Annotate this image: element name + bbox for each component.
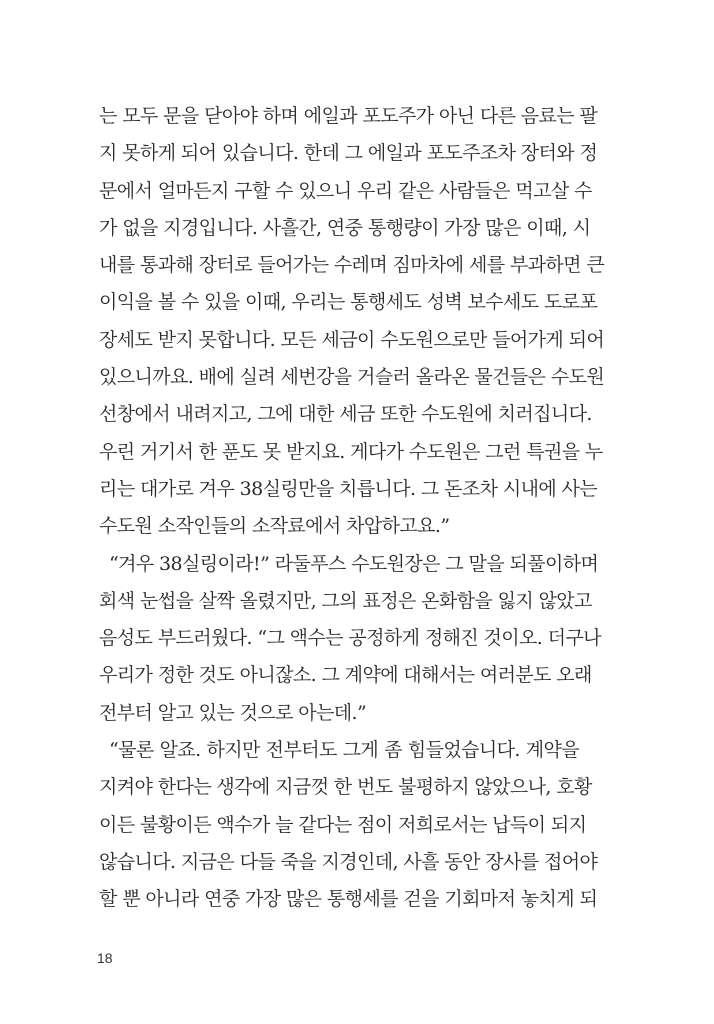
text-line: 할 뿐 아니라 연중 가장 많은 통행세를 걷을 기회마저 놓치게 되	[99, 888, 598, 911]
text-line: 회색 눈썹을 살짝 올렸지만, 그의 표정은 온화함을 잃지 않았고	[99, 589, 592, 612]
text-line: 선창에서 내려지고, 그에 대한 세금 또한 수도원에 치러집니다.	[99, 403, 592, 426]
text-line: 수도원 소작인들의 소작료에서 차압하고요.”	[99, 515, 450, 538]
body-text	[99, 98, 605, 919]
text-line: 않습니다. 지금은 다들 죽을 지경인데, 사흘 동안 장사를 접어야	[99, 850, 598, 873]
text-line: 우리가 정한 것도 아니잖소. 그 계약에 대해서는 여러분도 오래	[99, 664, 592, 687]
text-line: 음성도 부드러웠다. “그 액수는 공정하게 정해진 것이오. 더구나	[99, 627, 601, 650]
text-line: 전부터 알고 있는 것으로 아는데.”	[99, 701, 367, 724]
text-line: 문에서 얼마든지 구할 수 있으니 우리 같은 사람들은 먹고살 수	[99, 179, 592, 202]
text-line: 지켜야 한다는 생각에 지금껏 한 번도 불평하지 않았으나, 호황	[99, 776, 592, 799]
text-line: 리는 대가로 겨우 38실링만을 치릅니다. 그 돈조차 시내에 사는	[99, 477, 598, 500]
text-line: 이든 불황이든 액수가 늘 같다는 점이 저희로서는 납득이 되지	[99, 813, 587, 836]
page-number: 18	[97, 950, 113, 966]
text-line: 있으니까요. 배에 실려 세번강을 거슬러 올라온 물건들은 수도원	[99, 366, 605, 389]
text-line: 는 모두 문을 닫아야 하며 에일과 포도주가 아닌 다른 음료는 팔	[99, 105, 598, 127]
text-line: 가 없을 지경입니다. 사흘간, 연중 통행량이 가장 많은 이때, 시	[99, 216, 591, 239]
text-line: 내를 통과해 장터로 들어가는 수레며 짐마차에 세를 부과하면 큰	[99, 254, 605, 277]
text-line: 이익을 볼 수 있을 이때, 우리는 통행세도 성벽 보수세도 도로포	[99, 291, 598, 314]
text-line: 지 못하게 되어 있습니다. 한데 그 에일과 포도주조차 장터와 정	[99, 142, 598, 165]
text-line: “물론 알죠. 하지만 전부터도 그게 좀 힘들었습니다. 계약을	[109, 739, 579, 762]
text-line: 우린 거기서 한 푼도 못 받지요. 게다가 수도원은 그런 특권을 누	[99, 440, 603, 463]
text-line: 장세도 받지 못합니다. 모든 세금이 수도원으로만 들어가게 되어	[99, 328, 605, 351]
text-line: “겨우 38실링이라!” 라둘푸스 수도원장은 그 말을 되풀이하며	[109, 552, 599, 575]
